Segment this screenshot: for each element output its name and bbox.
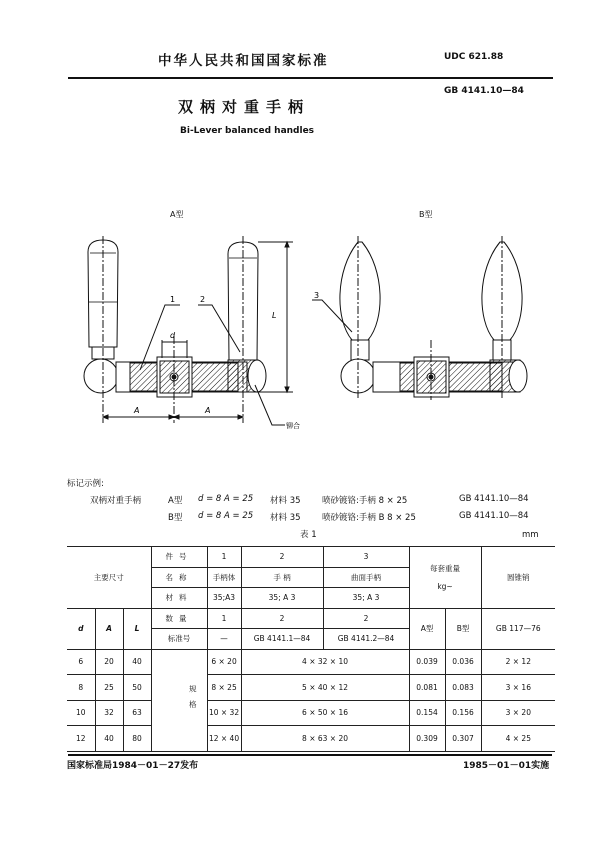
table-cell: 0.039 bbox=[409, 649, 445, 675]
pin-header: 圆锥销 bbox=[481, 547, 555, 609]
table-cell: 80 bbox=[123, 726, 151, 752]
label-material: 材料 bbox=[151, 588, 207, 609]
pin-std: GB 117—76 bbox=[481, 608, 555, 649]
table-cell: 0.307 bbox=[445, 726, 481, 752]
weight-unit: kg~ bbox=[437, 582, 453, 592]
dim-d-label: d bbox=[170, 331, 176, 340]
page-title: 双柄对重手柄 bbox=[178, 98, 311, 116]
type-a-view bbox=[84, 236, 293, 425]
table-unit: mm bbox=[522, 530, 539, 540]
label-name: 名称 bbox=[151, 567, 207, 588]
udc-number: UDC 621.88 bbox=[444, 52, 504, 62]
marking-b-finish: 喷砂镀铬:手柄 B 8 × 25 bbox=[322, 513, 416, 523]
table-cell: 25 bbox=[95, 675, 123, 701]
table-cell: 4 × 25 bbox=[481, 726, 555, 752]
table-cell: 8 × 25 bbox=[207, 675, 241, 701]
part-2-name: 手 柄 bbox=[241, 567, 323, 588]
table-cell: 6 bbox=[67, 649, 95, 675]
marking-b-material: 材料 35 bbox=[270, 513, 301, 523]
part-3-name: 曲面手柄 bbox=[323, 567, 409, 588]
table-cell: 8 × 63 × 20 bbox=[241, 726, 409, 752]
col-a: A bbox=[95, 608, 123, 649]
type-b-view bbox=[312, 236, 527, 400]
table-row bbox=[67, 649, 555, 675]
table-cell: 3 × 20 bbox=[481, 700, 555, 726]
marking-a-finish: 喷砂镀铬:手柄 8 × 25 bbox=[322, 496, 408, 506]
table-cell: 12 bbox=[67, 726, 95, 752]
table-cell: 0.036 bbox=[445, 649, 481, 675]
table-cell: 0.309 bbox=[409, 726, 445, 752]
weight-header bbox=[409, 547, 481, 609]
col-l: L bbox=[123, 608, 151, 649]
part-1-no: 1 bbox=[207, 547, 241, 568]
col-d: d bbox=[67, 608, 95, 649]
label-qty: 数量 bbox=[151, 608, 207, 629]
part-2-no: 2 bbox=[241, 547, 323, 568]
table-cell: 10 bbox=[67, 700, 95, 726]
part-1-material: 35;A3 bbox=[207, 588, 241, 609]
dim-a-left-label: A bbox=[134, 406, 140, 415]
part-1-name: 手柄体 bbox=[207, 567, 241, 588]
label-std-no: 标准号 bbox=[151, 629, 207, 650]
issued-date: 国家标准局1984－01－27发布 bbox=[67, 761, 199, 771]
marking-name: 双柄对重手柄 bbox=[90, 496, 142, 506]
table-cell: 0.083 bbox=[445, 675, 481, 701]
gb-number: GB 4141.10—84 bbox=[444, 86, 524, 96]
table-cell: 10 × 32 bbox=[207, 700, 241, 726]
effective-date: 1985－01－01实施 bbox=[463, 761, 550, 771]
label-spec: 规格 bbox=[179, 649, 207, 751]
table-row bbox=[67, 700, 555, 726]
weight-b-header: B型 bbox=[445, 608, 481, 649]
spec-table bbox=[67, 546, 555, 752]
figure-type-a-label: A型 bbox=[170, 210, 184, 219]
weight-a-header: A型 bbox=[409, 608, 445, 649]
page-title-english: Bi-Lever balanced handles bbox=[180, 126, 315, 136]
figure-type-b-label: B型 bbox=[419, 210, 433, 219]
table-cell: 40 bbox=[95, 726, 123, 752]
part-3-qty: 2 bbox=[323, 608, 409, 629]
part-2-qty: 2 bbox=[241, 608, 323, 629]
part-1-std: — bbox=[207, 629, 241, 650]
marking-b-type: B型 bbox=[168, 513, 183, 523]
part-2-std: GB 4141.1—84 bbox=[241, 629, 323, 650]
table-cell: 50 bbox=[123, 675, 151, 701]
table-cell: 63 bbox=[123, 700, 151, 726]
table-row bbox=[67, 726, 555, 752]
table-cell: 0.081 bbox=[409, 675, 445, 701]
table-cell: 0.154 bbox=[409, 700, 445, 726]
rivet-label: 铆合 bbox=[286, 422, 300, 430]
main-dims-header: 主要尺寸 bbox=[67, 547, 151, 609]
dim-a-right-label: A bbox=[205, 406, 211, 415]
marking-heading: 标记示例: bbox=[67, 479, 104, 489]
callout-2: 2 bbox=[200, 295, 206, 304]
table-cell: 32 bbox=[95, 700, 123, 726]
table-cell: 0.156 bbox=[445, 700, 481, 726]
dim-l-label: L bbox=[272, 311, 277, 320]
table-cell: 2 × 12 bbox=[481, 649, 555, 675]
part-2-material: 35; A 3 bbox=[241, 588, 323, 609]
table-cell: 20 bbox=[95, 649, 123, 675]
weight-label: 每套重量 bbox=[430, 564, 461, 574]
table-cell: 6 × 20 bbox=[207, 649, 241, 675]
marking-a-material: 材料 35 bbox=[270, 496, 301, 506]
table-cell bbox=[151, 649, 179, 751]
table-cell: 8 bbox=[67, 675, 95, 701]
marking-a-spec: d = 8 A = 25 bbox=[198, 494, 254, 504]
marking-b-std: GB 4141.10—84 bbox=[459, 511, 529, 521]
marking-a-std: GB 4141.10—84 bbox=[459, 494, 529, 504]
table-cell: 5 × 40 × 12 bbox=[241, 675, 409, 701]
callout-3: 3 bbox=[314, 291, 320, 300]
callout-1: 1 bbox=[170, 295, 176, 304]
footer-rule bbox=[68, 754, 552, 756]
standard-body: 中华人民共和国国家标准 bbox=[158, 53, 329, 69]
part-1-qty: 1 bbox=[207, 608, 241, 629]
table-cell: 12 × 40 bbox=[207, 726, 241, 752]
table-cell: 40 bbox=[123, 649, 151, 675]
table-cell: 3 × 16 bbox=[481, 675, 555, 701]
table-row bbox=[67, 675, 555, 701]
table-caption: 表 1 bbox=[300, 530, 317, 540]
part-3-material: 35; A 3 bbox=[323, 588, 409, 609]
part-3-std: GB 4141.2—84 bbox=[323, 629, 409, 650]
label-part-no: 件号 bbox=[151, 547, 207, 568]
marking-b-spec: d = 8 A = 25 bbox=[198, 511, 254, 521]
table-cell: 6 × 50 × 16 bbox=[241, 700, 409, 726]
marking-a-type: A型 bbox=[168, 496, 183, 506]
table-cell: 4 × 32 × 10 bbox=[241, 649, 409, 675]
part-3-no: 3 bbox=[323, 547, 409, 568]
